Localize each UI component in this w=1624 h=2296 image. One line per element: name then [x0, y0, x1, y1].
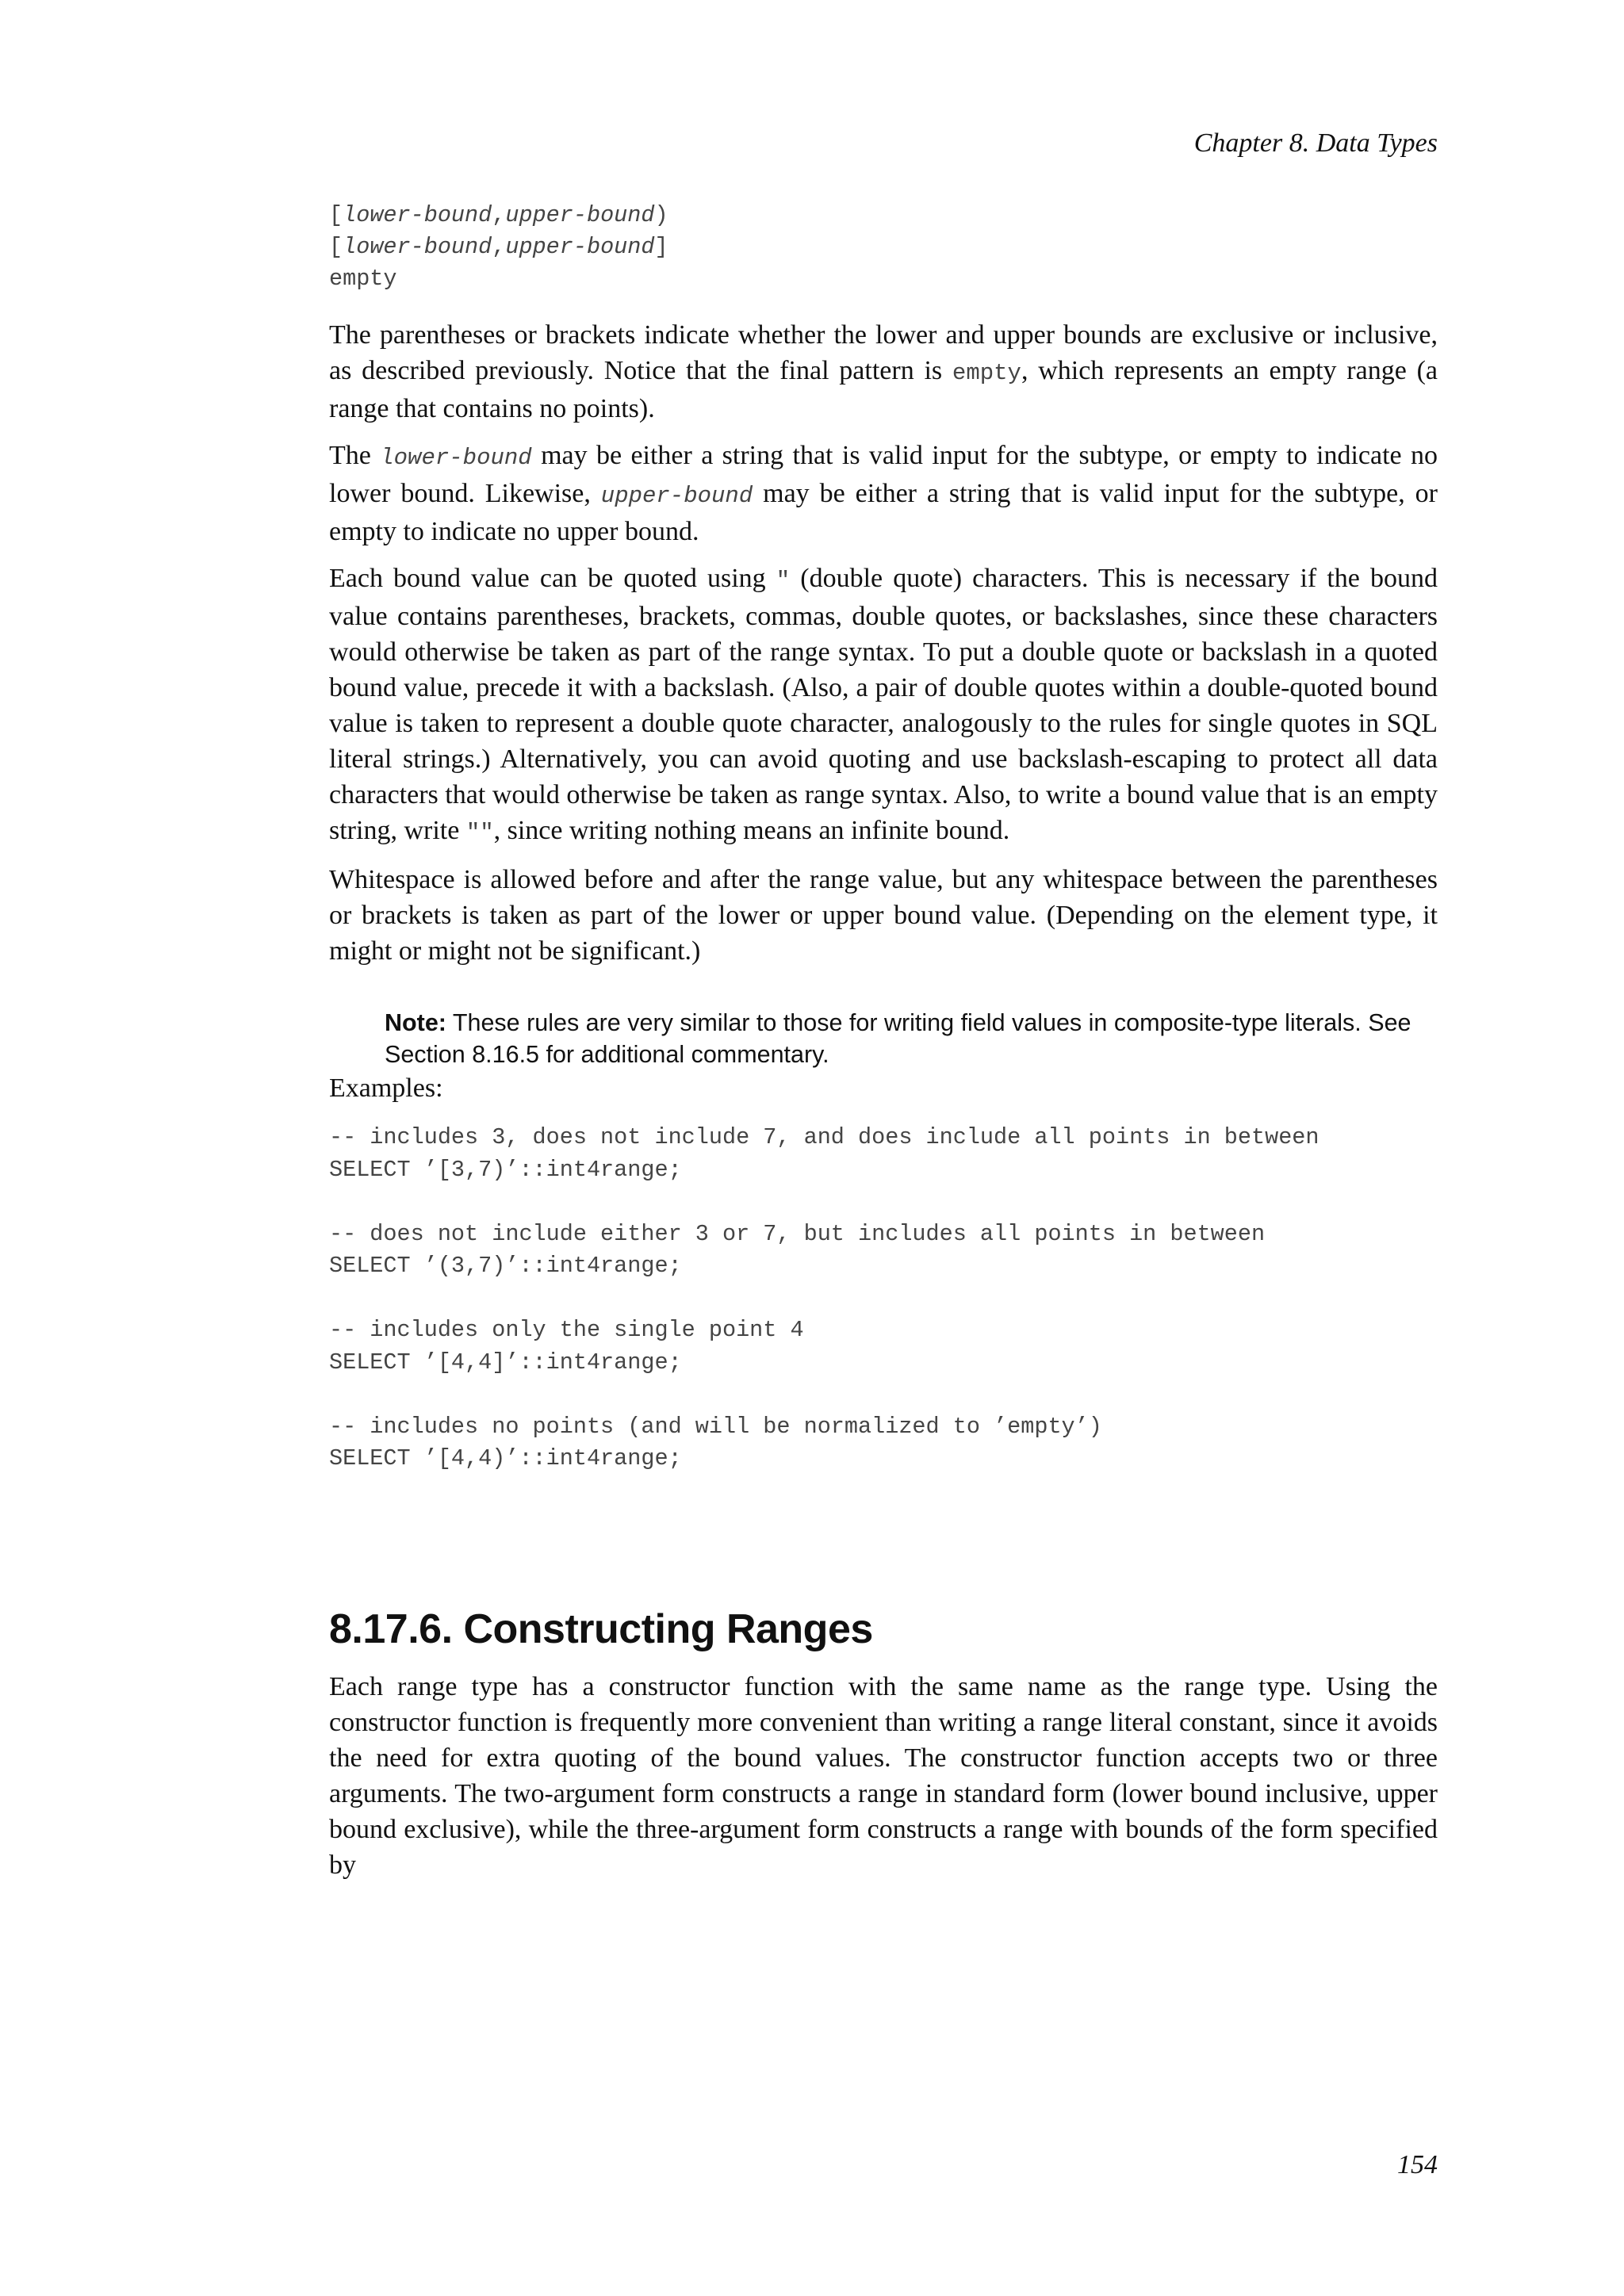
inline-param: lower-bound — [380, 445, 532, 471]
page-number: 154 — [1397, 2150, 1438, 2179]
syntax-open-bracket: [ — [329, 234, 343, 260]
syntax-upper-bound: upper-bound — [505, 202, 655, 228]
note-label: Note: — [385, 1009, 446, 1036]
inline-code: empty — [952, 360, 1021, 386]
paragraph-bounds-inclusive — [329, 317, 1438, 427]
text-run: The — [329, 441, 381, 470]
syntax-lower-bound: lower-bound — [343, 202, 492, 228]
syntax-open-bracket: [ — [329, 202, 343, 228]
note-text: These rules are very similar to those for writing field values in composite-type literals. See Section 8.16.5 for additional commentary. — [385, 1009, 1411, 1068]
text-run: The parentheses or brackets indicate whether the lower and upper bounds are exclusive or inclusive, as described previously. Notice that the final pattern is — [329, 320, 1438, 385]
text-run: (double quote) characters. This is necessary if the bound value contains parentheses, brackets, commas, double quotes, or backslashes, since these characters would otherwise be taken as part of the range syntax. To put a double quote or backslash in a quoted bound value, precede it with a backslash. (Also, a pair of double quotes within a double-quoted bound value is taken to represent a double quote character, analogously to the rules for single quotes in SQL literal strings.) Alternatively, you can avoid quoting and use backslash-escaping to protect all data characters that would otherwise be taken as range syntax. Also, to write a bound value that is an empty string, write — [329, 564, 1438, 845]
paragraph-whitespace: Whitespace is allowed before and after the range value, but any whitespace between the parentheses or brackets is taken as part of the lower or upper bound value. (Depending on the element type, it might or might not be significant.) — [329, 865, 1438, 966]
syntax-close-paren: ) — [654, 202, 668, 228]
syntax-upper-bound: upper-bound — [505, 234, 655, 260]
inline-param: upper-bound — [600, 483, 753, 509]
syntax-comma: , — [492, 234, 506, 260]
inline-code: "" — [465, 820, 494, 846]
paragraph-quoting — [329, 561, 1438, 851]
examples-label: Examples: — [329, 1073, 443, 1103]
page-content — [329, 200, 1438, 1894]
section-heading: 8.17.6. Constructing Ranges — [329, 1605, 873, 1652]
text-run: , since writing nothing means an infinite bound. — [493, 816, 1010, 845]
syntax-comma: , — [492, 202, 506, 228]
syntax-line — [329, 202, 668, 228]
inline-code: " — [776, 568, 791, 594]
examples-code-block: -- includes 3, does not include 7, and does include all points in between SELECT ’[3,7)’::int4range; -- does not include either 3 or 7, but includes all points in between SELECT ’(3,7)’::int4range; -- includes only the single point 4 SELECT ’[4,4]’::int4range; -- includes no points (and will be normalized to ’empty’) SELECT ’[4,4)’::int4range; — [329, 1124, 1320, 1471]
range-syntax-block — [329, 200, 1438, 295]
running-header: Chapter 8. Data Types — [1193, 128, 1438, 158]
syntax-line — [329, 234, 668, 260]
syntax-close-bracket: ] — [654, 234, 668, 260]
text-run: Each bound value can be quoted using — [329, 564, 776, 593]
syntax-lower-bound: lower-bound — [343, 234, 492, 260]
text-run: , which represents an empty range (a range that contains no points). — [329, 356, 1438, 423]
text-run: may be either a string that is valid input for the subtype, or empty to indicate no lower bound. Likewise, — [329, 441, 1438, 508]
paragraph-bound-values — [329, 438, 1438, 549]
text-run: may be either a string that is valid input for the subtype, or empty to indicate no upper bound. — [329, 479, 1438, 546]
syntax-empty: empty — [329, 266, 397, 292]
note-box — [385, 1007, 1438, 1070]
paragraph-constructor: Each range type has a constructor function with the same name as the range type. Using the constructor function is frequently more convenient than writing a range literal constant, since it avoids the need for extra quoting of the bound values. The constructor function accepts two or three arguments. The two-argument form constructs a range in standard form (lower bound inclusive, upper bound exclusive), while the three-argument form constructs a range with bounds of the form specified by — [329, 1671, 1438, 1880]
